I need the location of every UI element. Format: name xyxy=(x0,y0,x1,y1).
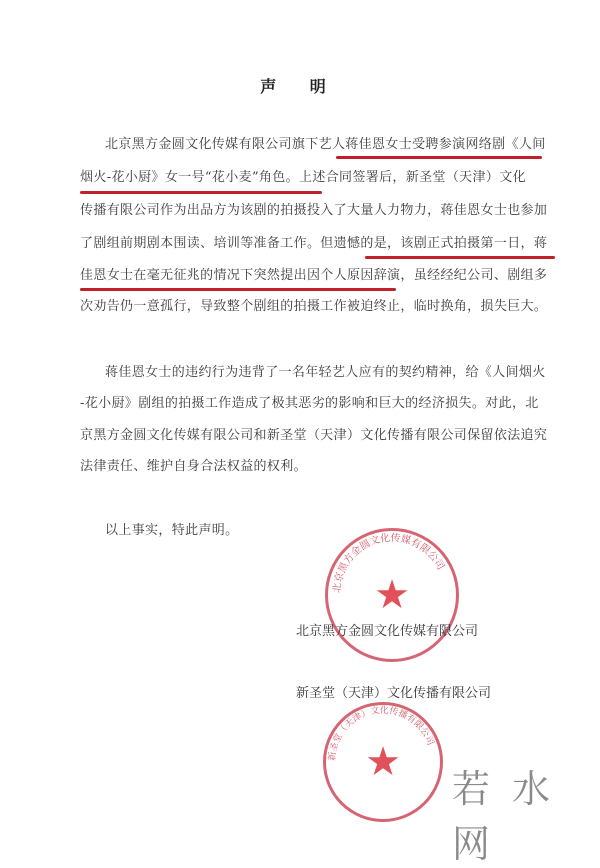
red-underline xyxy=(80,288,396,291)
signature-company-2: 新圣堂（天津）文化传播有限公司 xyxy=(296,686,492,701)
text-line: 次劝告仍一意孤行，导致整个剧组的拍摄工作被迫终止，临时换角，损失巨大。 xyxy=(80,299,548,314)
company-seal-2 xyxy=(323,702,443,822)
star-icon: ★ xyxy=(374,572,410,618)
red-underline xyxy=(80,191,322,194)
red-underline xyxy=(336,156,542,159)
text-line: -花小厨》剧组的拍摄工作造成了极其恶劣的影响和巨大的经济损失。对此，北 xyxy=(80,396,539,411)
text-line: 佳恩女士在毫无征兆的情况下突然提出因个人原因辞演，虽经经纪公司、剧组多 xyxy=(80,268,548,283)
svg-text:北京黑方金圆文化传媒有限公司: 北京黑方金圆文化传媒有限公司 xyxy=(331,532,447,594)
signature-company-1: 北京黑方金圆文化传媒有限公司 xyxy=(296,624,479,639)
star-icon: ★ xyxy=(365,739,401,785)
svg-text:新圣堂（天津）文化传播有限公司: 新圣堂（天津）文化传播有限公司 xyxy=(327,705,436,762)
text-line: 京黑方金圆文化传媒有限公司和新圣堂（天津）文化传播有限公司保留依法追究 xyxy=(80,428,548,443)
text-line: 北京黑方金圆文化传媒有限公司旗下艺人蒋佳恩女士受聘参演网络剧《人间 xyxy=(105,137,546,152)
text-line: 传播有限公司作为出品方为该剧的拍摄投入了大量人力物力，蒋佳恩女士也参加 xyxy=(80,203,548,218)
watermark: 若水网 xyxy=(452,767,573,866)
text-line: 了剧组前期剧本围读、培训等准备工作。但遗憾的是，该剧正式拍摄第一日，蒋 xyxy=(80,236,548,251)
red-underline xyxy=(365,256,555,259)
document-title: 声 明 xyxy=(260,77,340,96)
company-seal-1 xyxy=(325,528,459,662)
text-line: 法律责任、维护自身合法权益的权利。 xyxy=(80,459,307,474)
text-line: 烟火-花小厨》女一号“花小麦”角色。上述合同签署后，新圣堂（天津）文化 xyxy=(80,170,526,185)
text-line: 蒋佳恩女士的违约行为违背了一名年轻艺人应有的契约精神，给《人间烟火 xyxy=(105,365,546,380)
closing-statement: 以上事实，特此声明。 xyxy=(105,523,239,538)
